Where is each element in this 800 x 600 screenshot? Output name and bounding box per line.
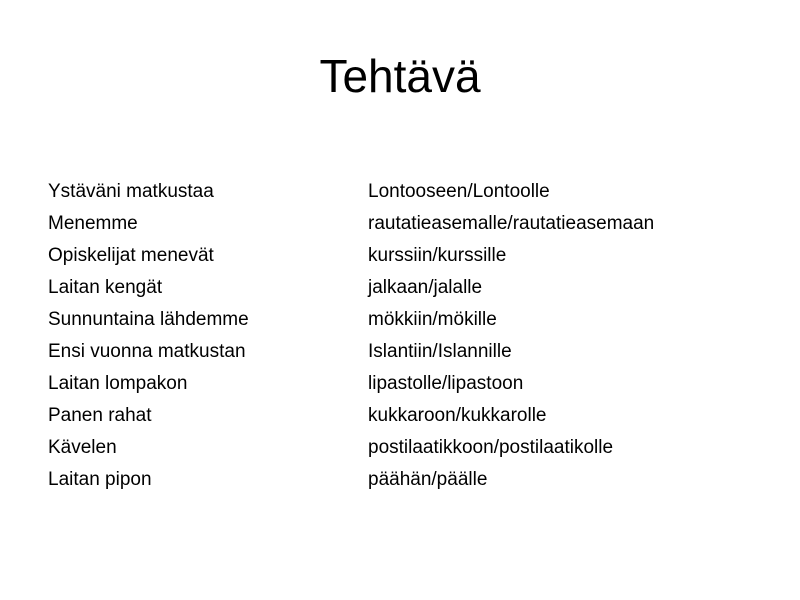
exercise-row bbox=[48, 336, 768, 368]
sentence-start: Laitan pipon bbox=[48, 469, 152, 490]
answer-options: postilaatikkoon/postilaatikolle bbox=[368, 437, 614, 458]
sentence-start: Kävelen bbox=[48, 437, 117, 458]
exercise-row bbox=[48, 464, 768, 496]
answer-options: kurssiin/kurssille bbox=[368, 245, 507, 266]
answer-options: kukkaroon/kukkarolle bbox=[368, 405, 547, 426]
exercise-row bbox=[48, 304, 768, 336]
answer-options: jalkaan/jalalle bbox=[368, 277, 483, 298]
sentence-start: Laitan kengät bbox=[48, 277, 163, 298]
exercise-row bbox=[48, 368, 768, 400]
exercise-row bbox=[48, 208, 768, 240]
answer-options: Islantiin/Islannille bbox=[368, 341, 512, 362]
sentence-start: Opiskelijat menevät bbox=[48, 245, 214, 266]
exercise-row bbox=[48, 272, 768, 304]
sentence-start: Ensi vuonna matkustan bbox=[48, 341, 246, 362]
exercise-row bbox=[48, 400, 768, 432]
answer-options: lipastolle/lipastoon bbox=[368, 373, 524, 394]
sentence-start: Sunnuntaina lähdemme bbox=[48, 309, 249, 330]
exercise-row bbox=[48, 432, 768, 464]
sentence-start: Panen rahat bbox=[48, 405, 152, 426]
sentence-start: Laitan lompakon bbox=[48, 373, 188, 394]
sentence-start: Menemme bbox=[48, 213, 138, 234]
answer-options: Lontooseen/Lontoolle bbox=[368, 181, 550, 202]
exercise-row bbox=[48, 240, 768, 272]
slide-title: Tehtävä bbox=[319, 50, 481, 102]
answer-options: päähän/päälle bbox=[368, 469, 488, 490]
exercise-list bbox=[48, 176, 768, 496]
answer-options: mökkiin/mökille bbox=[368, 309, 497, 330]
exercise-row bbox=[48, 176, 768, 208]
sentence-start: Ystäväni matkustaa bbox=[48, 181, 214, 202]
answer-options: rautatieasemalle/rautatieasemaan bbox=[368, 213, 655, 234]
